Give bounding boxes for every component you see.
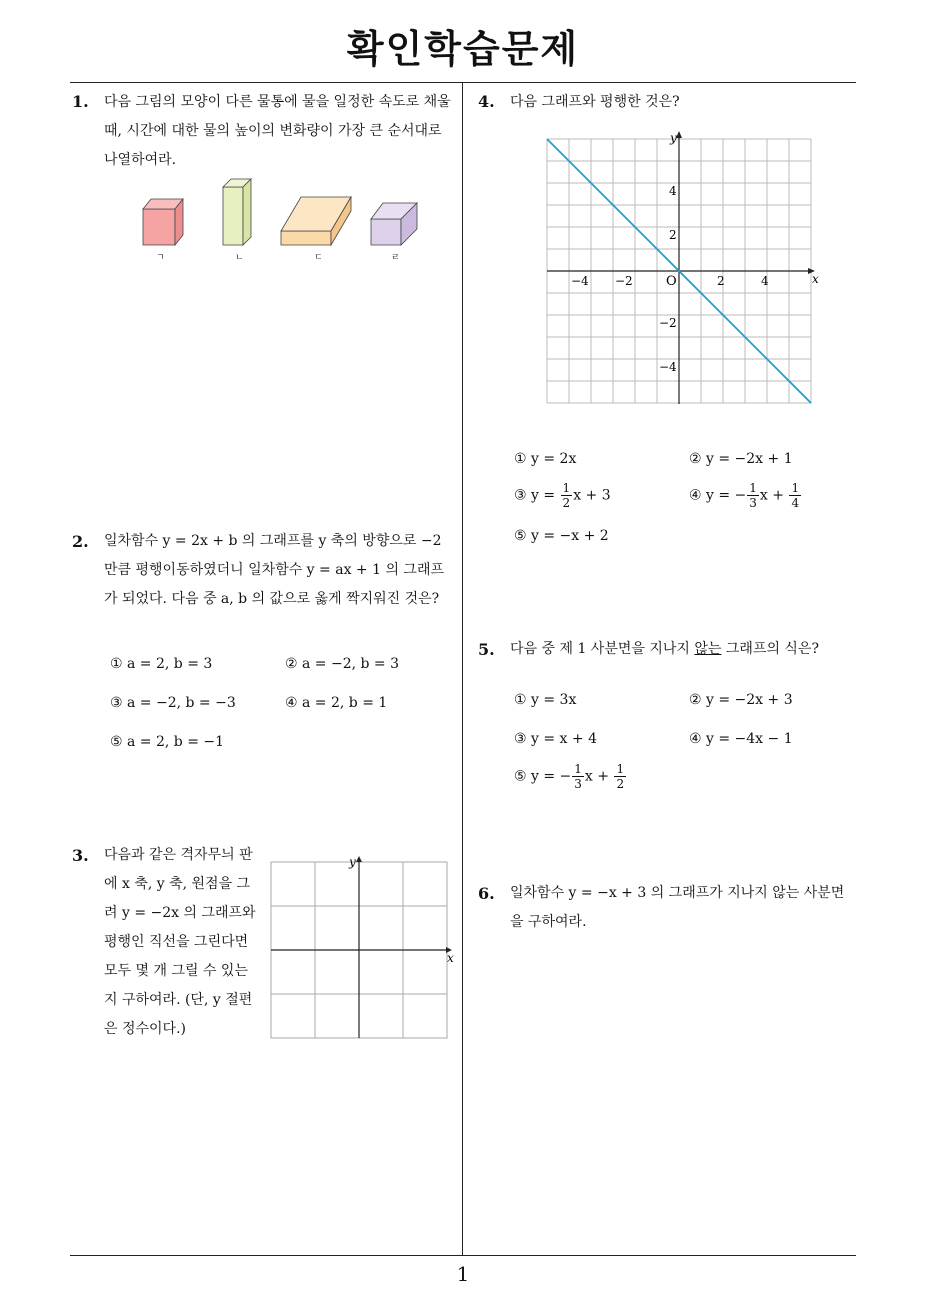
q2-option-1: ① a = 2, b = 3 bbox=[110, 656, 213, 672]
q2-text: 일차함수 y = 2x + b 의 그래프를 y 축의 방향으로 −2 만큼 평행이동하였더니 일차함수 y = ax + 1 의 그래프가 되었다. 다음 중 a, b 의 값으로 옳게 짝지워진 것은? bbox=[104, 533, 445, 607]
q1-prisms-figure bbox=[135, 175, 425, 265]
q3-number: 3. bbox=[72, 846, 89, 865]
q5-number: 5. bbox=[478, 640, 495, 659]
q4-text: 다음 그래프와 평행한 것은? bbox=[510, 94, 680, 110]
q5-option-4: ④ y = −4x − 1 bbox=[689, 731, 793, 747]
q4-y-tick-4: −4 bbox=[659, 360, 677, 374]
column-divider bbox=[462, 83, 463, 1256]
prism-b bbox=[223, 179, 251, 245]
q4-y-tick-1: 4 bbox=[669, 184, 677, 198]
q4-origin-label: O bbox=[666, 274, 677, 289]
q2-option-2: ② a = −2, b = 3 bbox=[285, 656, 400, 672]
q4-option-1: ① y = 2x bbox=[514, 451, 577, 467]
q4-option-5: ⑤ y = −x + 2 bbox=[514, 528, 609, 544]
q2-option-4: ④ a = 2, b = 1 bbox=[285, 695, 388, 711]
q5-text: 다음 중 제 1 사분면을 지나지 않는 그래프의 식은? bbox=[510, 641, 819, 657]
q4-option-4: ④ y = − $\frac{1}{3}$ x + $\frac{1}{4}$ bbox=[689, 481, 800, 510]
q2-number: 2. bbox=[72, 532, 89, 551]
q1-number: 1. bbox=[72, 92, 89, 111]
prism-label-a: ㄱ bbox=[156, 253, 165, 263]
prism-label-c: ㄷ bbox=[314, 253, 323, 263]
q3-x-label: x bbox=[447, 951, 454, 965]
q5-option-3: ③ y = x + 4 bbox=[514, 731, 597, 747]
q4-x-tick-1: −4 bbox=[571, 274, 589, 288]
q2-option-3: ③ a = −2, b = −3 bbox=[110, 695, 236, 711]
q4-x-tick-3: 2 bbox=[717, 274, 725, 288]
q4-x-tick-2: −2 bbox=[615, 274, 633, 288]
q4-option-2: ② y = −2x + 1 bbox=[689, 451, 793, 467]
q3-text: 다음과 같은 격자무늬 판에 x 축, y 축, 원점을 그려 y = −2x 의 그래프와 평행인 직선을 그린다면 모두 몇 개 그릴 수 있는지 구하여라. (단, y 절편은 정수이다.) bbox=[104, 847, 256, 1037]
q4-y-tick-2: 2 bbox=[669, 228, 677, 242]
q4-y-label: y bbox=[670, 131, 677, 145]
q6-text: 일차함수 y = −x + 3 의 그래프가 지나지 않는 사분면을 구하여라. bbox=[510, 885, 845, 930]
q5-option-1: ① y = 3x bbox=[514, 692, 577, 708]
footer-rule bbox=[70, 1255, 856, 1256]
q4-graph bbox=[540, 128, 830, 410]
q6-number: 6. bbox=[478, 884, 495, 903]
prism-d bbox=[371, 203, 417, 245]
prism-label-b: ㄴ bbox=[235, 253, 244, 263]
q3-y-label: y bbox=[349, 856, 356, 869]
q4-x-label: x bbox=[812, 272, 819, 286]
page-title: 확인학습문제 bbox=[346, 27, 580, 71]
q5-emphasis: 않는 bbox=[694, 641, 722, 657]
q2-option-5: ⑤ a = 2, b = −1 bbox=[110, 734, 225, 750]
prism-a bbox=[143, 199, 183, 245]
q4-number: 4. bbox=[478, 92, 495, 111]
q3-grid-board bbox=[268, 856, 460, 1042]
q4-option-3: ③ y = $\frac{1}{2}$ x + 3 bbox=[514, 481, 611, 510]
prism-label-d: ㄹ bbox=[391, 253, 400, 263]
q5-option-5: ⑤ y = − $\frac{1}{3}$ x + $\frac{1}{2}$ bbox=[514, 762, 625, 791]
q4-y-tick-3: −2 bbox=[659, 316, 677, 330]
q4-x-tick-4: 4 bbox=[761, 274, 769, 288]
header-rule bbox=[70, 82, 856, 83]
prism-c bbox=[281, 197, 351, 245]
q5-option-2: ② y = −2x + 3 bbox=[689, 692, 793, 708]
page-number: 1 bbox=[456, 1262, 470, 1286]
q1-text: 다음 그림의 모양이 다른 물통에 물을 일정한 속도로 채울 때, 시간에 대한 물의 높이의 변화량이 가장 큰 순서대로 나열하여라. bbox=[104, 94, 451, 168]
